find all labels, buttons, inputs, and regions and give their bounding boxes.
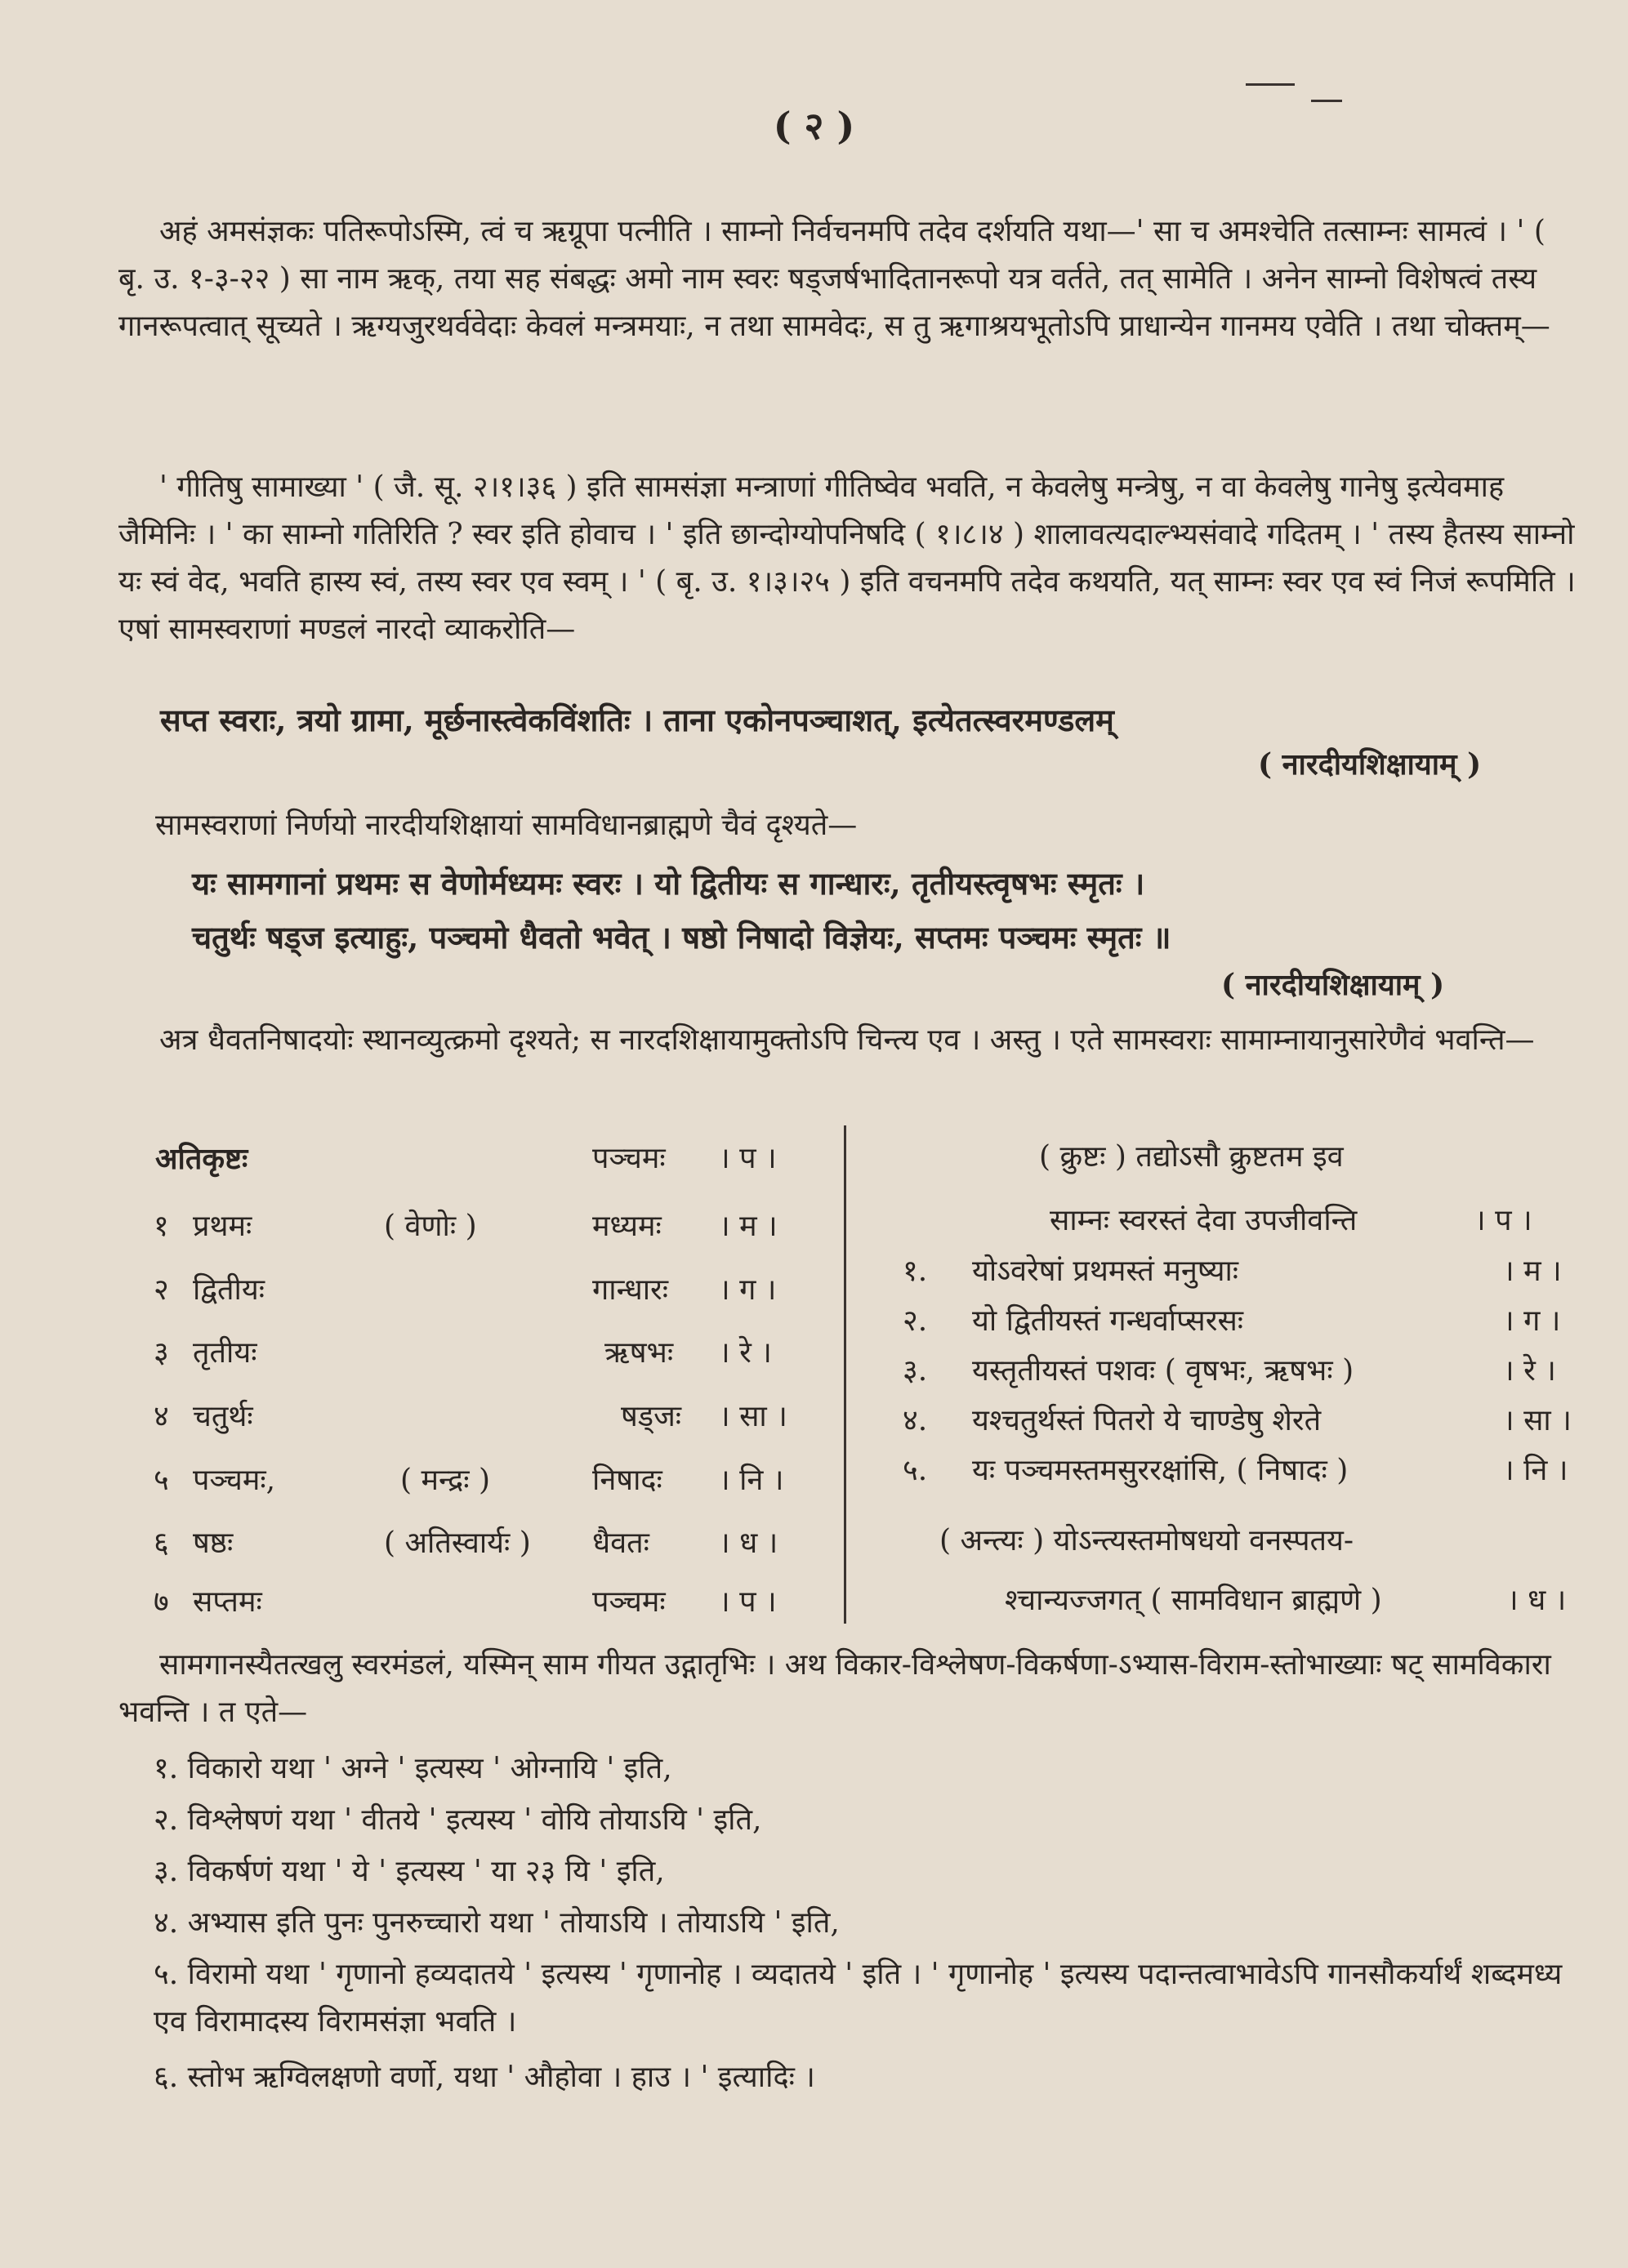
verse-2-source: ( नारदीयशिक्षायाम् ) [1221,968,1445,1002]
paragraph-1: अहं अमसंज्ञकः पतिरूपोऽस्मि, त्वं च ऋग्रूपा पत्नीति । साम्नो निर्वचनमपि तदेव दर्शयति यथा—' सा च अमश्चेति तत्साम्नः सामत्वं । ' ( बृ. उ. १-३-२२ ) सा नाम ऋक्, तया सह संबद्धः अमो नाम स्वरः षड्जर्षभादितानरूपो यत्र वर्तते, तत् सामेति । अनेन साम्नो विशेषत्वं तस्य गानरूपत्वात् सूच्यते । ऋग्यजुरथर्ववेदाः केवलं मन्त्रमयाः, न तथा सामवेदः, स तु ऋगाश्रयभूतोऽपि प्राधान्येन गानमय एवेति । तथा चोक्तम्— [118,215,1550,343]
list-item: यः पञ्चमस्तमसुररक्षांसि, ( निषादः ) [972,1454,1349,1487]
list-item: ५. विरामो यथा ' गृणानो हव्यदातये ' इत्यस्य ' गृणानोह । व्यदातये ' इति । ' गृणानोह ' इत्यस्य पदान्तत्वाभावेऽपि गानसौकर्यार्थं शब्दमध्य एव विरामादस्य विरामसंज्ञा भवति । [154,1958,1563,2039]
verse-1: सप्त स्वराः, त्रयो ग्रामा, मूर्छनास्त्वेकविंशतिः । ताना एकोनपञ्चाशत्, इत्येतत्स्वरमण्डलम् [160,702,1114,738]
paragraph-2: ' गीतिषु सामाख्या ' ( जै. सू. २।१।३६ ) इति सामसंज्ञा मन्त्राणां गीतिष्वेव भवति, न केवलेषु मन्त्रेषु, न वा केवलेषु गानेषु इत्येवमाह जैमिनिः । ' का साम्नो गतिरिति ? स्वर इति होवाच । ' इति छान्दोग्योपनिषदि ( १।८।४ ) शालावत्यदाल्भ्यसंवादे गदितम् । ' तस्य हैतस्य साम्नो यः स्वं वेद, भवति हास्य स्वं, तस्य स्वर एव स्वम् । ' ( बृ. उ. १।३।२५ ) इति वचनमपि तदेव कथयति, यत् साम्नः स्वर एव स्वं निजं रूपमिति । एषां सामस्वराणां मण्डलं नारदो व्याकरोति— [118,470,1576,646]
list-item: १. विकारो यथा ' अग्ने ' इत्यस्य ' ओग्नायि ' इति, [154,1752,672,1785]
list-item: योऽवरेषां प्रथमस्तं मनुष्याः [972,1254,1239,1288]
table-divider [844,1125,846,1624]
right-table-footer: ( अन्त्यः ) योऽन्त्यस्तमोषधयो वनस्पतय- [939,1524,1354,1557]
page-number: ( २ ) [773,104,855,148]
list-item: ३. विकर्षणं यथा ' ये ' इत्यस्य ' या २३ यि ' इति, [154,1855,665,1888]
scan-mark [1246,83,1295,86]
list-item: यस्तृतीयस्तं पशवः ( वृषभः, ऋषभः ) [972,1354,1354,1388]
paragraph-5: सामगानस्यैतत्खलु स्वरमंडलं, यस्मिन् साम गीयत उद्गातृभिः । अथ विकार-विश्लेषण-विकर्षणा-ऽभ्यास-विराम-स्तोभाख्याः षट् सामविकारा भवन्ति । त एते— [118,1648,1551,1729]
verse-2-line-2: चतुर्थः षड्ज इत्याहुः, पञ्चमो धैवतो भवेत् । षष्ठो निषादो विज्ञेयः, सप्तमः पञ्चमः स्मृतः ॥ [192,919,1171,956]
list-item: यश्चतुर्थस्तं पितरो ये चाण्डेषु शेरते [972,1404,1322,1437]
right-table-footer-code: । ध । [1507,1584,1567,1617]
list-item: ६. स्तोभ ऋग्विलक्षणो वर्णो, यथा ' औहोवा । हाउ । ' इत्यादिः । [154,2061,815,2094]
right-table-footer-2: श्चान्यज्जगत् ( सामविधान ब्राह्मणे ) [1005,1584,1382,1617]
verse-1-source: ( नारदीयशिक्षायाम् ) [1258,747,1482,782]
verse-2-line-1: यः सामगानां प्रथमः स वेणोर्मध्यमः स्वरः । यो द्वितीयः स गान्धारः, तृतीयस्त्वृषभः स्मृतः । [192,865,1145,902]
list-item: २. विश्लेषणं यथा ' वीतये ' इत्यस्य ' वोयि तोयाऽयि ' इति, [154,1803,762,1837]
list-item: ४. अभ्यास इति पुनः पुनरुच्चारो यथा ' तोयाऽयि । तोयाऽयि ' इति, [154,1906,840,1940]
paragraph-4: अत्र धैवतनिषादयोः स्थानव्युत्क्रमो दृश्यते; स नारदशिक्षायामुक्तोऽपि चिन्त्य एव । अस्तु । एते सामस्वराः सामाम्नायानुसारेणैवं भवन्ति— [159,1023,1535,1057]
right-table-heading-2: साम्नः स्वरस्तं देवा उपजीवन्ति [1050,1204,1358,1237]
scan-mark [1311,100,1342,102]
list-item: यो द्वितीयस्तं गन्धर्वाप्सरसः [972,1304,1244,1338]
right-table-code: । प । [1474,1204,1532,1237]
right-table-heading: ( क्रुष्टः ) तद्योऽसौ क्रुष्टतम इव [1039,1140,1344,1174]
book-page: ( २ ) अहं अमसंज्ञकः पतिरूपोऽस्मि, त्वं च ऋग्रूपा पत्नीति । साम्नो निर्वचनमपि तदेव दर्शयति यथा—' सा च अमश्चेति तत्साम्नः सामत्वं । ' ( बृ. उ. १-३-२२ ) सा नाम ऋक्, तया सह संबद्धः अमो नाम स्वरः षड्जर्षभादितानरूपो यत्र वर्तते, तत् सामेति । अनेन साम्नो विशेषत्वं तस्य गानरूपत्वात् सूच्यते । ऋग्यजुरथर्ववेदाः केवलं मन्त्रमयाः, न तथा सामवेदः, स तु ऋगाश्रयभूतोऽपि प्राधान्येन गानमय एवेति । तथा चोक्तम्— ' गीतिषु सामाख्या ' ( जै. सू. २।१।३६ ) इति सामसंज्ञा मन्त्राणां गीतिष्वेव भवति, न केवलेषु मन्त्रेषु, न वा केवलेषु गानेषु इत्येवमाह जैमिनिः । ' का साम्नो गतिरिति ? स्वर इति होवाच । ' इति छान्दोग्योपनिषदि ( १।८।४ ) शालावत्यदाल्भ्यसंवादे गदितम् । ' तस्य हैतस्य साम्नो यः स्वं वेद, भवति हास्य स्वं, तस्य स्वर एव स्वम् । ' ( बृ. उ. १।३।२५ ) इति वचनमपि तदेव कथयति, यत् साम्नः स्वर एव स्वं निजं रूपमिति । एषां सामस्वराणां मण्डलं नारदो व्याकरोति— सप्त स्वराः, त्रयो ग्रामा, मूर्छनास्त्वेकविंशतिः । ताना एकोनपञ्चाशत्, इत्येतत्स्वरमण्डलम् ( नारदीयशिक्षायाम् ) सामस्वराणां निर्णयो नारदीयशिक्षायां सामविधानब्राह्मणे चैवं दृश्यते— यः सामगानां प्रथमः स वेणोर्मध्यमः स्वरः । यो द्वितीयः स गान्धारः, तृतीयस्त्वृषभः स्मृतः । चतुर्थः षड्ज इत्याहुः, पञ्चमो धैवतो भवेत् । षष्ठो निषादो विज्ञेयः, सप्तमः पञ्चमः स्मृतः ॥ ( नारदीयशिक्षायाम् ) अत्र धैवतनिषादयोः स्थानव्युत्क्रमो दृश्यते; स नारदशिक्षायामुक्तोऽपि चिन्त्य एव । अस्तु । एते सामस्वराः सामाम्नायानुसारेणैवं भवन्ति— अतिकृष्टः पञ्चमः । प । १ प्रथमः ( वेणोः ) मध्यमः । म । २ द्वितीयः गान्धारः । ग । ३ तृतीयः ऋषभः । रे । ४ चतुर्थः षड्जः । सा । ५ पञ्चमः, ( मन्द्रः ) निषादः । नि । ६ षष्ठः ( अतिस्वार्यः ) धैवतः । ध । ७ सप्तमः पञ्चमः । प । ( क्रुष्टः ) तद्योऽसौ क्रुष्टतम इव साम्नः स्वरस्तं देवा उपजीवन्ति । प । १. योऽवरेषां प्रथमस्तं मनुष्याः । म । २. यो द्वितीयस्तं गन्धर्वाप्सरसः । ग । ३. यस्तृतीयस्तं पशवः ( वृषभः, ऋषभः ) । रे । ४. यश्चतुर्थस्तं पितरो ये चाण्डेषु शेरते । सा । ५. यः पञ्चमस्तमसुररक्षांसि, ( निषादः ) । नि । ( अन्त्यः ) योऽन्त्यस्तमोषधयो वनस्पतय- श्चान्यज्जगत् ( सामविधान ब्राह्मणे ) । ध । सामगानस्यैतत्खलु स्वरमंडलं, यस्मिन् साम गीयत उद्गातृभिः । अथ विकार-विश्लेषण-विकर्षणा-ऽभ्यास-विराम-स्तोभाख्याः षट् सामविकारा भवन्ति । त एते— १. विकारो यथा ' अग्ने ' इत्यस्य ' ओग्नायि ' इति, २. विश्लेषणं यथा ' वीतये ' इत्यस्य ' वोयि तोयाऽयि ' इति, ३. विकर्षणं यथा ' ये ' इत्यस्य ' या २३ यि ' इति, ४. अभ्यास इति पुनः पुनरुच्चारो यथा ' तोयाऽयि । तोयाऽयि ' इति, ५. विरामो यथा ' गृणानो हव्यदातये ' इत्यस्य ' गृणानोह । व्यदातये ' इति । ' गृणानोह ' इत्यस्य पदान्तत्वाभावेऽपि गानसौकर्यार्थं शब्दमध्य एव विरामादस्य विरामसंज्ञा भवति । ६. स्तोभ ऋग्विलक्षणो वर्णो, यथा ' औहोवा । हाउ । ' इत्यादिः । [0,0,1628,2268]
paragraph-3: सामस्वराणां निर्णयो नारदीयशिक्षायां सामविधानब्राह्मणे चैवं दृश्यते— [155,809,858,842]
